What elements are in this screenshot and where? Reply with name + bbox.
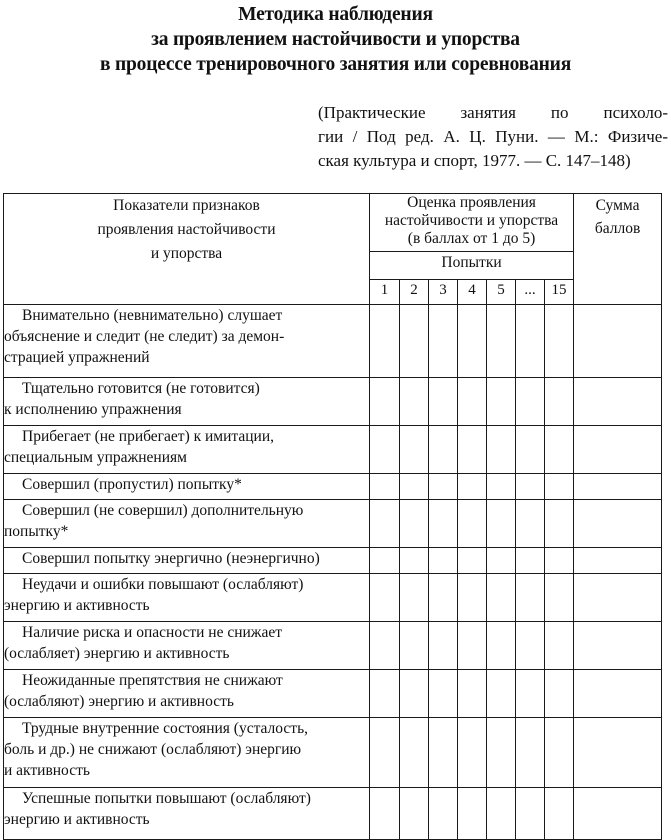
score-cell[interactable] (370, 670, 400, 718)
score-cell[interactable] (516, 788, 545, 840)
score-cell[interactable] (487, 622, 516, 670)
score-cell[interactable] (516, 670, 545, 718)
indicator-line: Успешные попытки повышают (ослабляют) (22, 790, 311, 807)
score-cell[interactable] (516, 548, 545, 574)
score-cell[interactable] (400, 718, 429, 788)
score-cell[interactable] (370, 305, 400, 378)
score-cell[interactable] (545, 670, 574, 718)
indicator-line: и активность (4, 762, 90, 779)
score-cell[interactable] (516, 622, 545, 670)
score-cell[interactable] (516, 500, 545, 548)
score-cell[interactable] (400, 500, 429, 548)
header-line: баллов (594, 220, 641, 237)
score-cell[interactable] (400, 574, 429, 622)
score-cell[interactable] (429, 670, 458, 718)
header-row (4, 194, 662, 252)
indicator-cell (4, 622, 370, 670)
score-cell[interactable] (370, 622, 400, 670)
indicator-cell (4, 378, 370, 426)
header-line: проявления настойчивости (97, 221, 276, 238)
score-cell[interactable] (487, 305, 516, 378)
score-cell[interactable] (429, 378, 458, 426)
score-cell[interactable] (458, 305, 487, 378)
attempt-number: 4 (458, 280, 487, 305)
score-cell[interactable] (545, 574, 574, 622)
header-line: Сумма (595, 197, 640, 214)
title-line: Методика наблюдения (238, 4, 433, 25)
score-cell[interactable] (400, 670, 429, 718)
table-row (4, 670, 662, 718)
indicator-cell (4, 670, 370, 718)
score-cell[interactable] (429, 622, 458, 670)
sum-cell[interactable] (574, 305, 662, 378)
score-cell[interactable] (429, 474, 458, 500)
score-cell[interactable] (487, 574, 516, 622)
indicator-line: попытку* (4, 523, 69, 540)
table-row (4, 718, 662, 788)
sum-cell[interactable] (574, 474, 662, 500)
title-line: за проявлением настойчивости и упорства (151, 29, 520, 50)
score-cell[interactable] (400, 426, 429, 474)
score-cell[interactable] (400, 305, 429, 378)
sum-cell[interactable] (574, 500, 662, 548)
header-line: Показатели признаков (113, 197, 260, 214)
indicator-cell (4, 500, 370, 548)
score-cell[interactable] (458, 548, 487, 574)
table-row (4, 548, 662, 574)
indicator-line: (ослабляют) энергию и активность (4, 693, 234, 710)
indicator-cell (4, 426, 370, 474)
indicator-line: специальным упражнениям (4, 449, 187, 466)
indicator-line: Трудные внутренние состояния (усталость, (22, 720, 309, 737)
score-cell[interactable] (487, 718, 516, 788)
indicator-line: энергию и активность (4, 597, 150, 614)
sum-cell[interactable] (574, 670, 662, 718)
score-cell[interactable] (400, 474, 429, 500)
table-row (4, 305, 662, 378)
indicator-cell (4, 305, 370, 378)
score-cell[interactable] (458, 622, 487, 670)
score-cell[interactable] (487, 426, 516, 474)
table-row (4, 426, 662, 474)
score-cell[interactable] (545, 548, 574, 574)
score-cell[interactable] (545, 426, 574, 474)
table-row (4, 378, 662, 426)
indicators-header (4, 194, 370, 305)
score-cell[interactable] (458, 426, 487, 474)
sum-cell[interactable] (574, 426, 662, 474)
sum-cell[interactable] (574, 378, 662, 426)
score-cell[interactable] (400, 378, 429, 426)
score-cell[interactable] (429, 548, 458, 574)
score-cell[interactable] (458, 378, 487, 426)
score-cell[interactable] (458, 574, 487, 622)
sum-cell[interactable] (574, 788, 662, 840)
score-cell[interactable] (370, 548, 400, 574)
score-cell[interactable] (516, 426, 545, 474)
indicator-cell (4, 548, 370, 574)
score-cell[interactable] (545, 500, 574, 548)
score-cell[interactable] (516, 378, 545, 426)
observation-table (3, 193, 662, 840)
score-cell[interactable] (370, 718, 400, 788)
indicator-line: Неожиданные препятствия не снижают (22, 672, 283, 689)
score-cell[interactable] (429, 426, 458, 474)
attempt-number: 5 (487, 280, 516, 305)
score-cell[interactable] (370, 378, 400, 426)
score-cell[interactable] (458, 670, 487, 718)
indicator-line: страцией упражнений (4, 349, 150, 366)
score-cell[interactable] (370, 500, 400, 548)
source-line: (Практические занятия по психоло- (318, 103, 668, 122)
score-cell[interactable] (429, 788, 458, 840)
score-cell[interactable] (458, 718, 487, 788)
sum-header (574, 194, 662, 305)
table-row (4, 788, 662, 840)
header-line: Оценка проявления (407, 194, 536, 211)
score-header (370, 194, 574, 252)
indicator-line: энергию и активность (4, 811, 150, 828)
indicator-line: Совершил (пропустил) попытку* (22, 476, 242, 493)
indicator-line: Прибегает (не прибегает) к имитации, (22, 428, 275, 445)
score-cell[interactable] (429, 718, 458, 788)
score-cell[interactable] (429, 574, 458, 622)
score-cell[interactable] (487, 500, 516, 548)
indicator-line: Наличие риска и опасности не снижает (22, 624, 283, 641)
indicator-line: объяснение и следит (не следит) за демон- (4, 328, 285, 345)
score-cell[interactable] (516, 305, 545, 378)
sum-cell[interactable] (574, 548, 662, 574)
sum-cell[interactable] (574, 574, 662, 622)
attempt-number: 2 (400, 280, 429, 305)
title-line: в процессе тренировочного занятия или соревнования (99, 54, 572, 75)
source-citation (318, 101, 668, 173)
score-cell[interactable] (487, 548, 516, 574)
attempt-number: 1 (370, 280, 400, 305)
indicator-line: Внимательно (невнимательно) слушает (22, 307, 283, 324)
indicator-line: (ослабляет) энергию и активность (4, 645, 230, 662)
source-line: гии / Под ред. А. Ц. Пуни. — М.: Физиче- (318, 127, 668, 146)
indicator-line: Совершил (не совершил) дополнительную (22, 502, 304, 519)
score-cell[interactable] (370, 574, 400, 622)
score-cell[interactable] (458, 788, 487, 840)
score-cell[interactable] (487, 474, 516, 500)
table-row (4, 474, 662, 500)
score-cell[interactable] (370, 426, 400, 474)
sum-cell[interactable] (574, 622, 662, 670)
score-cell[interactable] (516, 574, 545, 622)
sum-cell[interactable] (574, 718, 662, 788)
score-cell[interactable] (516, 718, 545, 788)
attempt-number: 3 (429, 280, 458, 305)
page-title (0, 2, 671, 77)
score-cell[interactable] (458, 500, 487, 548)
indicator-line: боль и др.) не снижают (ослабляют) энергию (4, 741, 302, 758)
score-cell[interactable] (487, 670, 516, 718)
table-row (4, 622, 662, 670)
score-cell[interactable] (400, 788, 429, 840)
attempts-header: Попытки (370, 252, 574, 280)
score-cell[interactable] (516, 474, 545, 500)
table-row (4, 500, 662, 548)
indicator-cell (4, 788, 370, 840)
table-row (4, 574, 662, 622)
indicator-line: Совершил попытку энергично (неэнергично) (22, 550, 320, 567)
score-cell[interactable] (545, 718, 574, 788)
score-cell[interactable] (545, 788, 574, 840)
score-cell[interactable] (458, 474, 487, 500)
score-cell[interactable] (429, 305, 458, 378)
score-cell[interactable] (487, 788, 516, 840)
score-cell[interactable] (370, 474, 400, 500)
score-cell[interactable] (400, 622, 429, 670)
indicator-cell (4, 718, 370, 788)
score-cell[interactable] (370, 788, 400, 840)
indicator-line: к исполнению упражнения (4, 401, 182, 418)
score-cell[interactable] (487, 378, 516, 426)
header-line: (в баллах от 1 до 5) (407, 230, 536, 247)
indicator-line: Неудачи и ошибки повышают (ослабляют) (22, 576, 304, 593)
score-cell[interactable] (545, 474, 574, 500)
indicator-cell (4, 574, 370, 622)
score-cell[interactable] (545, 378, 574, 426)
score-cell[interactable] (400, 548, 429, 574)
score-cell[interactable] (545, 305, 574, 378)
source-line: ская культура и спорт, 1977. — С. 147–148) (318, 151, 631, 170)
indicator-line: Тщательно готовится (не готовится) (22, 380, 260, 397)
header-line: и упорства (150, 245, 223, 262)
attempt-number: 15 (545, 280, 574, 305)
score-cell[interactable] (429, 500, 458, 548)
attempt-number: ... (516, 280, 545, 305)
indicator-cell (4, 474, 370, 500)
score-cell[interactable] (545, 622, 574, 670)
header-line: настойчивости и упорства (384, 212, 559, 229)
